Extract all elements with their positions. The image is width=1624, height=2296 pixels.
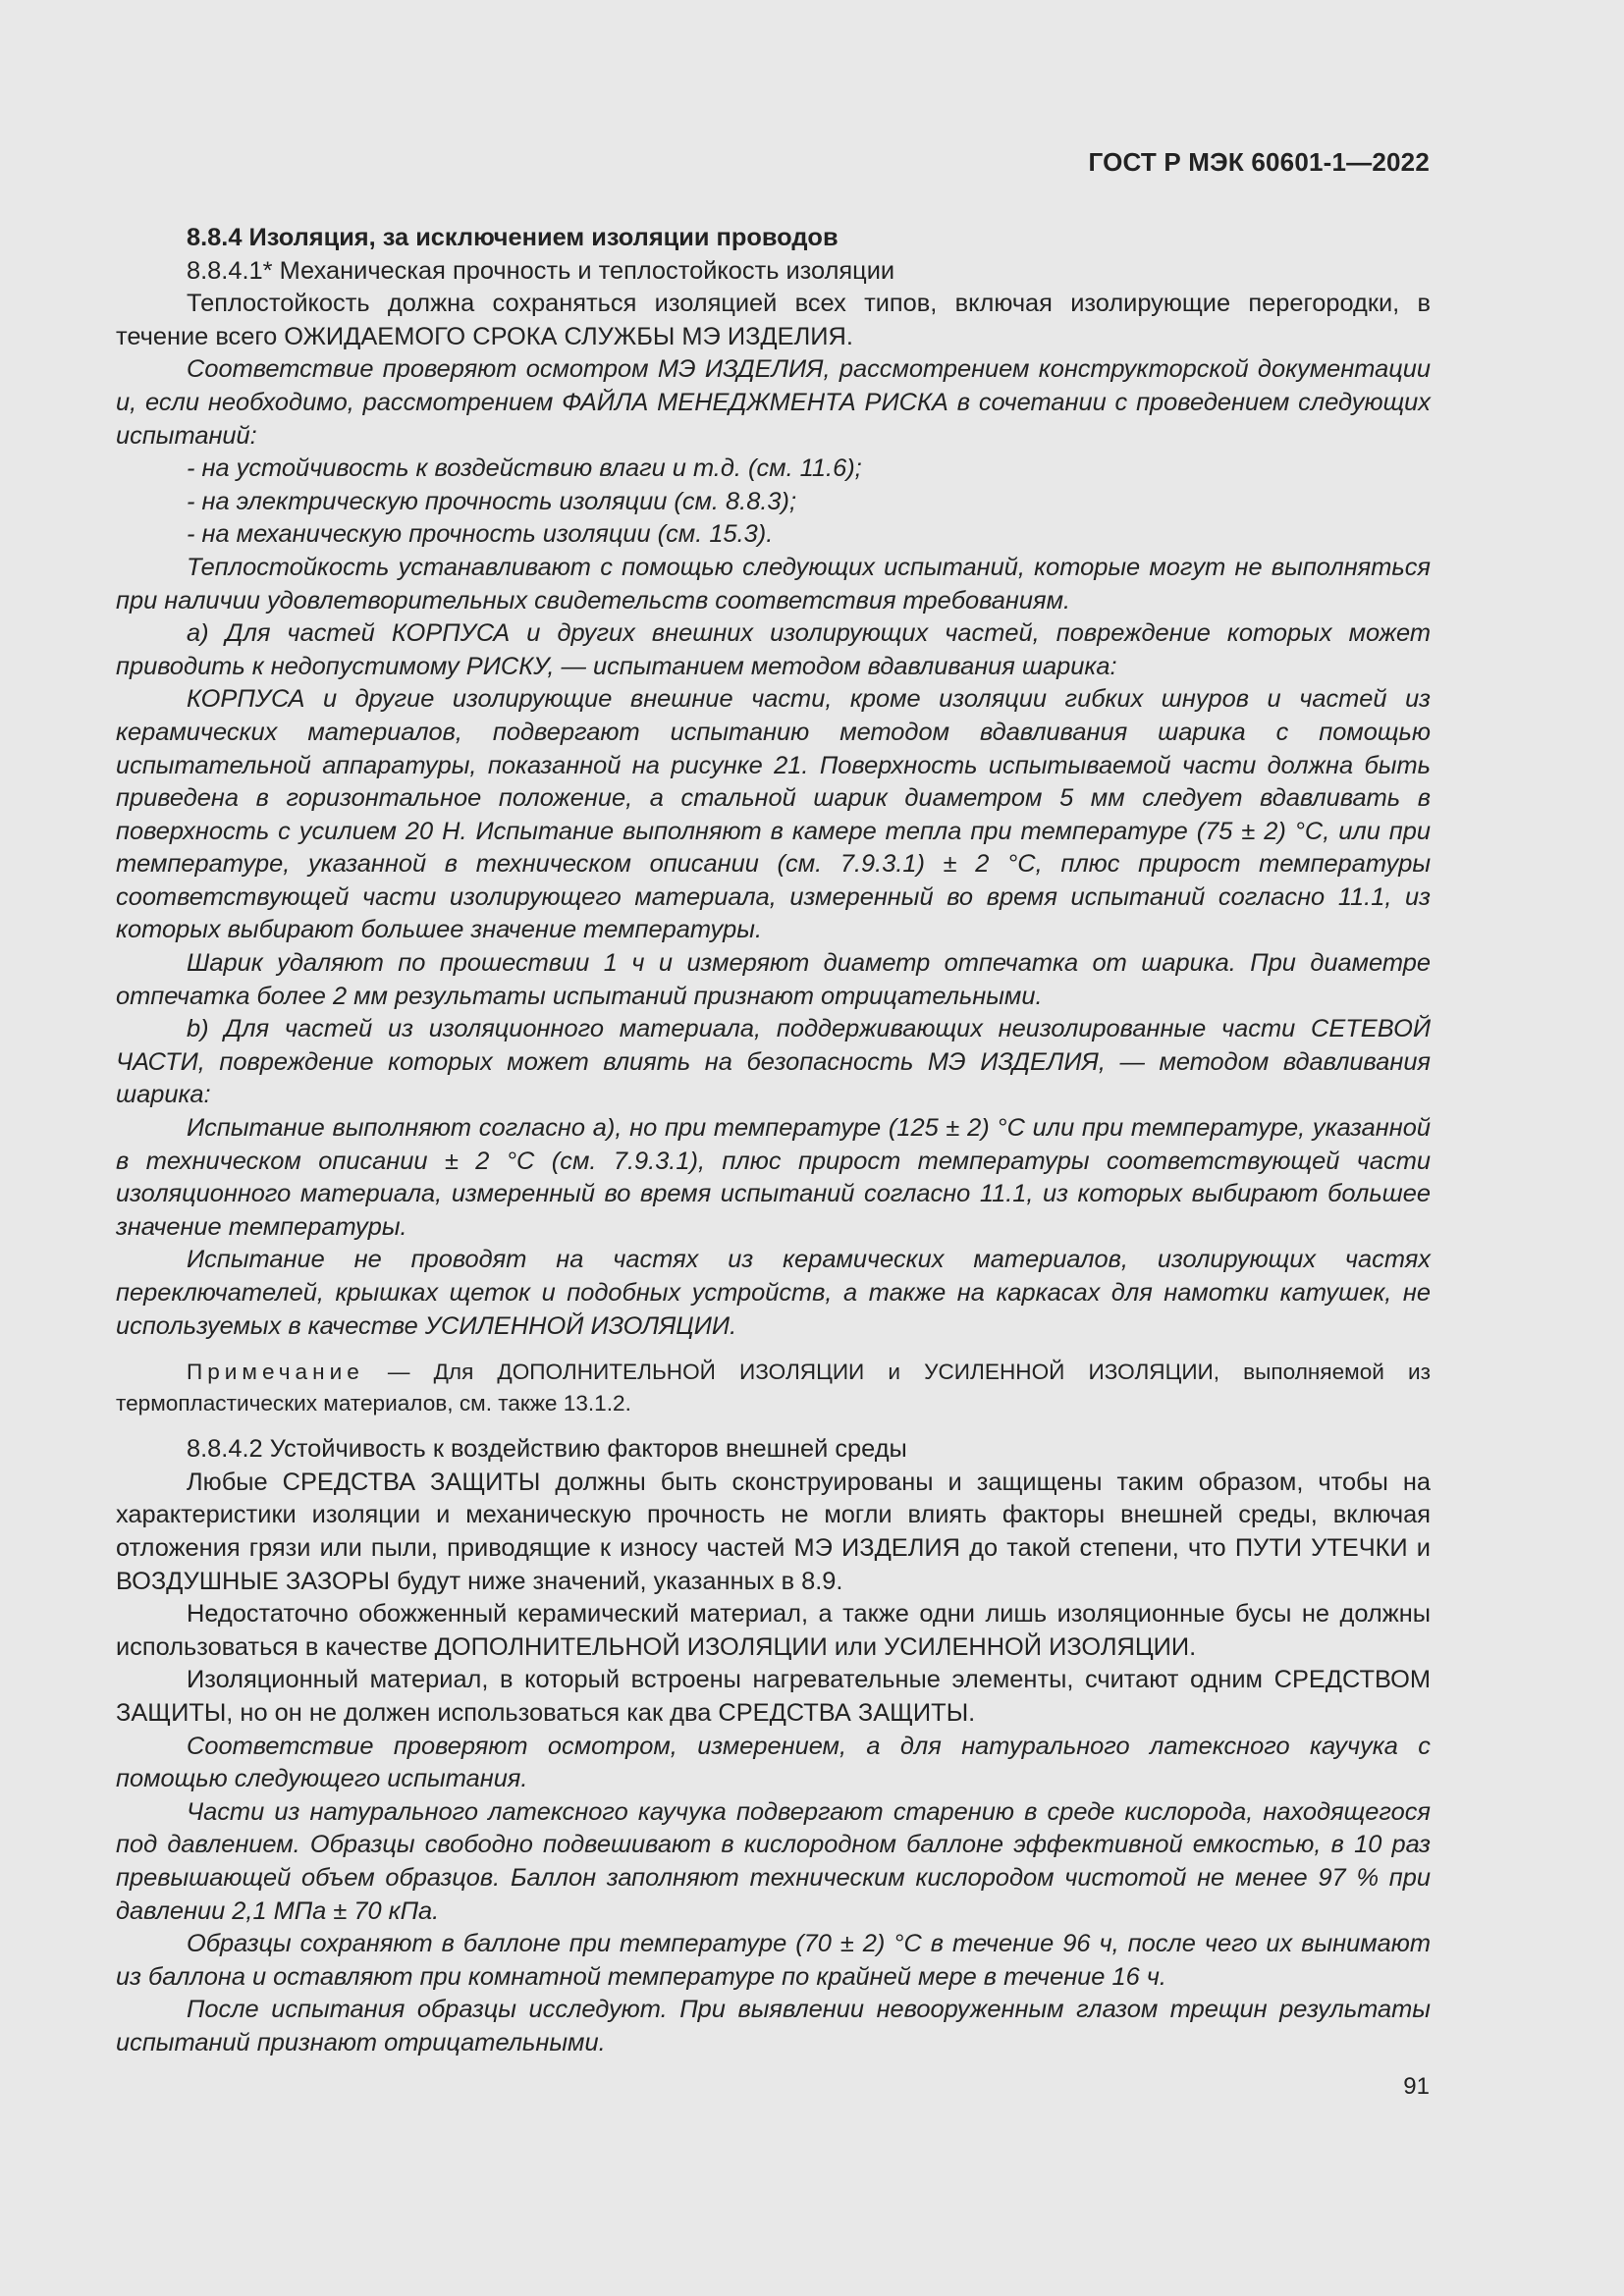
document-body — [116, 222, 1431, 2059]
paragraph: Изоляционный материал, в который встроены нагревательные элементы, считают одним СРЕДСТВОМ ЗАЩИТЫ, но он не должен использоваться как два СРЕДСТВА ЗАЩИТЫ. — [116, 1666, 1431, 1727]
paragraph: Части из натурального латексного каучука подвергают старению в среде кислорода, находящегося под давлением. Образцы свободно подвешивают в кислородном баллоне эффективной емкостью, в 10 раз превышающей объем образцов. Баллон заполняют техническим кислородом чистотой не менее 97 % при давлении 2,1 МПа ± 70 кПа. — [116, 1797, 1431, 1925]
paragraph: Любые СРЕДСТВА ЗАЩИТЫ должны быть сконструированы и защищены таким образом, чтобы на характеристики изоляции и механическую прочность не могли влиять факторы внешней среды, включая отложения грязи или пыли, приводящие к износу частей МЭ ИЗДЕЛИЯ до такой степени, что ПУТИ УТЕЧКИ и ВОЗДУШНЫЕ ЗАЗОРЫ будут ниже значений, указанных в 8.9. — [116, 1468, 1431, 1595]
list-item: - на устойчивость к воздействию влаги и т.д. (см. 11.6); — [187, 454, 862, 483]
list-item: - на механическую прочность изоляции (см. 15.3). — [187, 520, 774, 549]
paragraph: Испытание выполняют согласно а), но при температуре (125 ± 2) °С или при температуре, указанной в техническом описании ± 2 °С (см. 7.9.3.1), плюс прирост температуры соответствующей части изоляционного материала, измеренный во время испытаний согласно 11.1, из которых выбирают большее значение температуры. — [116, 1114, 1431, 1241]
page-number: 91 — [1403, 2073, 1430, 2100]
paragraph: Теплостойкость должна сохраняться изоляцией всех типов, включая изолирующие перегородки, в течение всего ОЖИДАЕМОГО СРОКА СЛУЖБЫ МЭ ИЗДЕЛИЯ. — [116, 290, 1431, 350]
list-item: - на электрическую прочность изоляции (см. 8.8.3); — [187, 487, 797, 515]
section-884-title: 8.8.4 Изоляция, за исключением изоляции проводов — [187, 224, 839, 251]
note-label: Примечание — [187, 1360, 364, 1385]
note — [116, 1357, 1431, 1419]
standard-header: ГОСТ Р МЭК 60601-1—2022 — [1088, 147, 1430, 177]
paragraph: Испытание не проводят на частях из керамических материалов, изолирующих частях переключателей, крышках щеток и подобных устройств, а также на каркасах для намотки катушек, не используемых в качестве УСИЛЕННОЙ ИЗОЛЯЦИИ. — [116, 1246, 1431, 1340]
paragraph: Недостаточно обожженный керамический материал, а также одни лишь изоляционные бусы не должны использоваться в качестве ДОПОЛНИТЕЛЬНОЙ ИЗОЛЯЦИИ или УСИЛЕННОЙ ИЗОЛЯЦИИ. — [116, 1600, 1431, 1661]
paragraph: a) Для частей КОРПУСА и других внешних изолирующих частей, повреждение которых может приводить к недопустимому РИСКУ, — испытанием методом вдавливания шарика: — [116, 619, 1431, 680]
note-text: — Для ДОПОЛНИТЕЛЬНОЙ ИЗОЛЯЦИИ и УСИЛЕННОЙ ИЗОЛЯЦИИ, выполняемой из термопластических материалов, см. также 13.1.2. — [116, 1360, 1431, 1416]
paragraph: Шарик удаляют по прошествии 1 ч и измеряют диаметр отпечатка от шарика. При диаметре отпечатка более 2 мм результаты испытаний признают отрицательными. — [116, 949, 1431, 1010]
paragraph: КОРПУСА и другие изолирующие внешние части, кроме изоляции гибких шнуров и частей из керамических материалов, подвергают испытанию методом вдавливания шарика с помощью испытательной аппаратуры, показанной на рисунке 21. Поверхность испытываемой части должна быть приведена в горизонтальное положение, а стальной шарик диаметром 5 мм следует вдавливать в поверхность с усилием 20 Н. Испытание выполняют в камере тепла при температуре (75 ± 2) °С, или при температуре, указанной в техническом описании (см. 7.9.3.1) ± 2 °С, плюс прирост температуры соответствующей части изолирующего материала, измеренный во время испытаний согласно 11.1, из которых выбирают большее значение температуры. — [116, 685, 1431, 944]
compliance-paragraph: Соответствие проверяют осмотром МЭ ИЗДЕЛИЯ, рассмотрением конструкторской документации и, если необходимо, рассмотрением ФАЙЛА МЕНЕДЖМЕНТА РИСКА в сочетании с проведением следующих испытаний: — [116, 355, 1431, 450]
paragraph: Теплостойкость устанавливают с помощью следующих испытаний, которые могут не выполняться при наличии удовлетворительных свидетельств соответствия требованиям. — [116, 553, 1431, 614]
compliance-paragraph: Соответствие проверяют осмотром, измерением, а для натурального латексного каучука с помощью следующего испытания. — [116, 1732, 1431, 1793]
section-8841-title: 8.8.4.1* Механическая прочность и теплостойкость изоляции — [187, 256, 895, 285]
paragraph: После испытания образцы исследуют. При выявлении невооруженным глазом трещин результаты испытаний признают отрицательными. — [116, 1996, 1431, 2056]
paragraph: b) Для частей из изоляционного материала, поддерживающих неизолированные части СЕТЕВОЙ ЧАСТИ, повреждение которых может влиять на безопасность МЭ ИЗДЕЛИЯ, — методом вдавливания шарика: — [116, 1015, 1431, 1109]
section-8842-title: 8.8.4.2 Устойчивость к воздействию факторов внешней среды — [187, 1435, 907, 1464]
paragraph: Образцы сохраняют в баллоне при температуре (70 ± 2) °С в течение 96 ч, после чего их вынимают из баллона и оставляют при комнатной температуре по крайней мере в течение 16 ч. — [116, 1930, 1431, 1991]
